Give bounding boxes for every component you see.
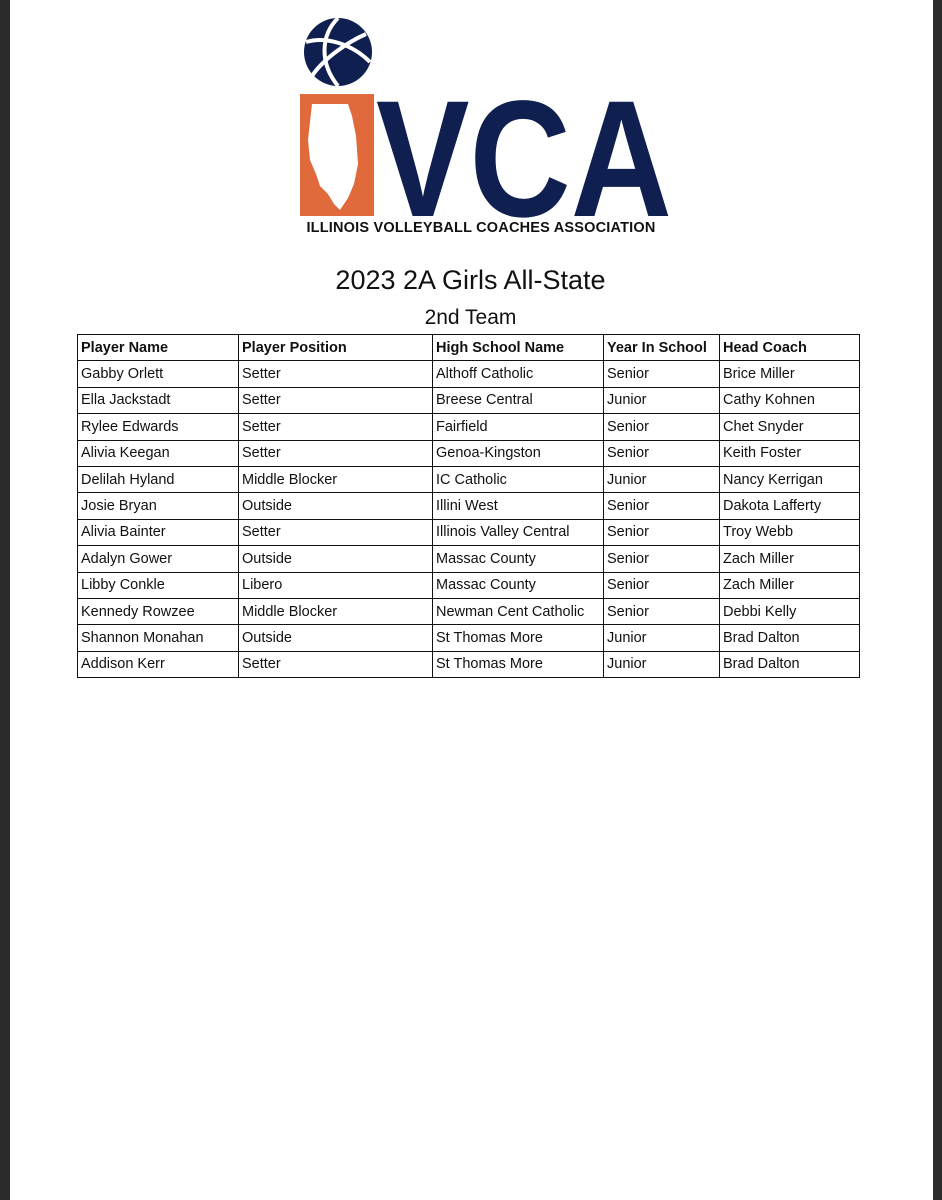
page-subtitle: 2nd Team [424, 306, 517, 329]
player-position-cell: Outside [239, 493, 433, 519]
player-position-cell: Setter [239, 361, 433, 387]
header-player-position: Player Position [239, 335, 433, 361]
player-name-cell: Alivia Bainter [78, 519, 239, 545]
logo-letters: VCA [376, 67, 672, 224]
year-in-school-cell: Senior [604, 572, 720, 598]
year-in-school-cell: Senior [604, 546, 720, 572]
high-school-cell: Breese Central [433, 387, 604, 413]
year-in-school-cell: Senior [604, 519, 720, 545]
high-school-cell: Althoff Catholic [433, 361, 604, 387]
logo-organization-name: ILLINOIS VOLLEYBALL COACHES ASSOCIATION [306, 220, 656, 236]
head-coach-cell: Brad Dalton [720, 651, 860, 677]
ivca-logo [290, 14, 680, 244]
table-row [78, 598, 860, 624]
table-header-row [78, 335, 860, 361]
player-position-cell: Setter [239, 519, 433, 545]
player-name-cell: Josie Bryan [78, 493, 239, 519]
player-name-cell: Adalyn Gower [78, 546, 239, 572]
table-row [78, 493, 860, 519]
ivca-logo-graphic [290, 14, 680, 224]
table-row [78, 651, 860, 677]
high-school-cell: Fairfield [433, 414, 604, 440]
high-school-cell: Massac County [433, 572, 604, 598]
table-row [78, 546, 860, 572]
header-head-coach: Head Coach [720, 335, 860, 361]
player-position-cell: Setter [239, 387, 433, 413]
player-name-cell: Addison Kerr [78, 651, 239, 677]
head-coach-cell: Cathy Kohnen [720, 387, 860, 413]
year-in-school-cell: Junior [604, 651, 720, 677]
player-position-cell: Libero [239, 572, 433, 598]
year-in-school-cell: Senior [604, 440, 720, 466]
player-name-cell: Rylee Edwards [78, 414, 239, 440]
head-coach-cell: Keith Foster [720, 440, 860, 466]
table-row [78, 572, 860, 598]
table-row [78, 625, 860, 651]
year-in-school-cell: Senior [604, 361, 720, 387]
player-position-cell: Middle Blocker [239, 466, 433, 492]
table-row [78, 361, 860, 387]
year-in-school-cell: Junior [604, 625, 720, 651]
high-school-cell: Massac County [433, 546, 604, 572]
player-name-cell: Libby Conkle [78, 572, 239, 598]
high-school-cell: Illini West [433, 493, 604, 519]
high-school-cell: Newman Cent Catholic [433, 598, 604, 624]
table-row [78, 519, 860, 545]
head-coach-cell: Zach Miller [720, 546, 860, 572]
player-position-cell: Outside [239, 546, 433, 572]
high-school-cell: St Thomas More [433, 625, 604, 651]
header-player-name: Player Name [78, 335, 239, 361]
high-school-cell: Illinois Valley Central [433, 519, 604, 545]
table-row [78, 466, 860, 492]
year-in-school-cell: Junior [604, 387, 720, 413]
player-name-cell: Shannon Monahan [78, 625, 239, 651]
player-position-cell: Middle Blocker [239, 598, 433, 624]
table-row [78, 387, 860, 413]
head-coach-cell: Troy Webb [720, 519, 860, 545]
high-school-cell: Genoa-Kingston [433, 440, 604, 466]
year-in-school-cell: Senior [604, 414, 720, 440]
head-coach-cell: Chet Snyder [720, 414, 860, 440]
volleyball-icon [304, 18, 372, 86]
player-name-cell: Ella Jackstadt [78, 387, 239, 413]
table-row [78, 440, 860, 466]
head-coach-cell: Debbi Kelly [720, 598, 860, 624]
year-in-school-cell: Senior [604, 598, 720, 624]
year-in-school-cell: Senior [604, 493, 720, 519]
player-name-cell: Delilah Hyland [78, 466, 239, 492]
high-school-cell: St Thomas More [433, 651, 604, 677]
all-state-roster-table [77, 334, 860, 678]
player-position-cell: Setter [239, 414, 433, 440]
high-school-cell: IC Catholic [433, 466, 604, 492]
head-coach-cell: Dakota Lafferty [720, 493, 860, 519]
header-year-in-school: Year In School [604, 335, 720, 361]
head-coach-cell: Brad Dalton [720, 625, 860, 651]
player-position-cell: Setter [239, 440, 433, 466]
player-name-cell: Alivia Keegan [78, 440, 239, 466]
head-coach-cell: Nancy Kerrigan [720, 466, 860, 492]
header-high-school-name: High School Name [433, 335, 604, 361]
document-page [10, 0, 933, 1200]
head-coach-cell: Brice Miller [720, 361, 860, 387]
page-title: 2023 2A Girls All-State [335, 265, 606, 295]
player-name-cell: Gabby Orlett [78, 361, 239, 387]
player-position-cell: Setter [239, 651, 433, 677]
player-name-cell: Kennedy Rowzee [78, 598, 239, 624]
illinois-state-icon [300, 94, 374, 216]
year-in-school-cell: Junior [604, 466, 720, 492]
player-position-cell: Outside [239, 625, 433, 651]
head-coach-cell: Zach Miller [720, 572, 860, 598]
table-row [78, 414, 860, 440]
